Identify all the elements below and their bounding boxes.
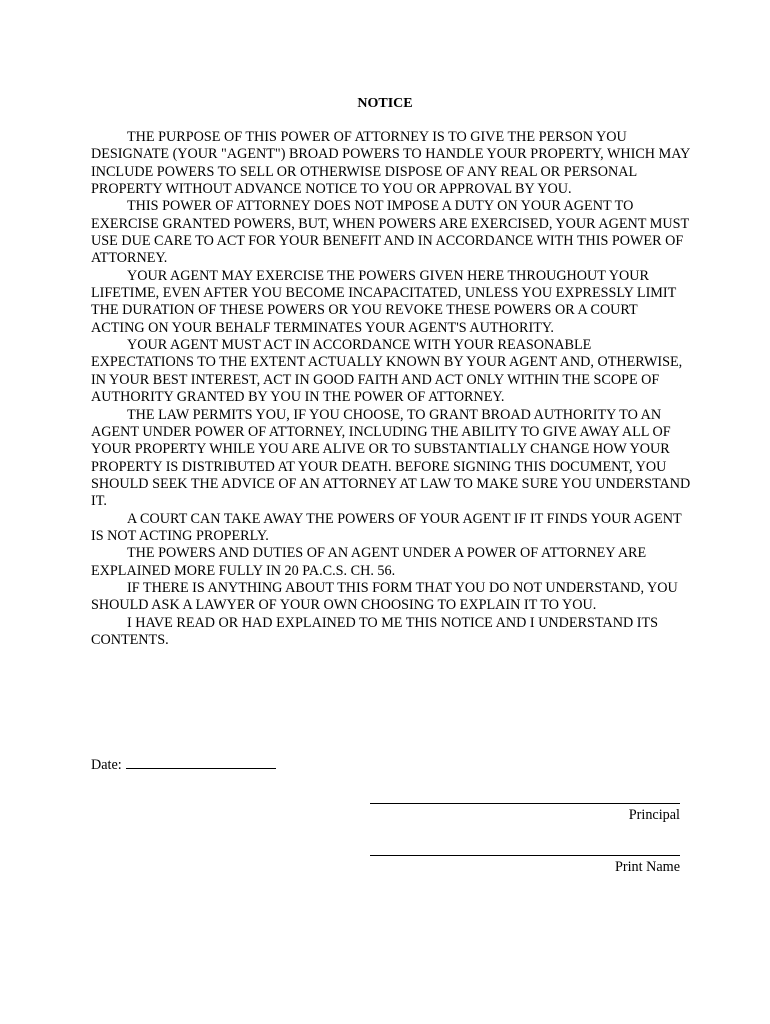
- notice-paragraph-2: THIS POWER OF ATTORNEY DOES NOT IMPOSE A DUTY ON YOUR AGENT TO EXERCISE GRANTED POWERS, BUT, WHEN POWERS ARE EXERCISED, YOUR AGENT MUST USE DUE CARE TO ACT FOR YOUR BENEFIT AND IN ACCORDANCE WITH THIS POWER OF ATTORNEY.: [91, 198, 689, 267]
- principal-signature-line[interactable]: [370, 803, 680, 804]
- date-label: Date:: [91, 757, 122, 773]
- notice-paragraph-6: A COURT CAN TAKE AWAY THE POWERS OF YOUR AGENT IF IT FINDS YOUR AGENT IS NOT ACTING PROPERLY.: [91, 510, 682, 544]
- print-name-label: Print Name: [614, 859, 680, 875]
- notice-paragraph-4: YOUR AGENT MUST ACT IN ACCORDANCE WITH YOUR REASONABLE EXPECTATIONS TO THE EXTENT ACTUALLY KNOWN BY YOUR AGENT AND, OTHERWISE, IN YOUR BEST INTEREST, ACT IN GOOD FAITH AND ACT ONLY WITHIN THE SCOPE OF AUTHORITY GRANTED BY YOU IN THE POWER OF ATTORNEY.: [91, 337, 683, 406]
- principal-label: Principal: [628, 807, 680, 823]
- print-name-line[interactable]: [370, 855, 680, 856]
- notice-paragraph-8: IF THERE IS ANYTHING ABOUT THIS FORM THAT YOU DO NOT UNDERSTAND, YOU SHOULD ASK A LAWYER OF YOUR OWN CHOOSING TO EXPLAIN IT TO YOU.: [91, 579, 678, 614]
- date-blank-line[interactable]: [126, 755, 276, 769]
- notice-body: [91, 129, 691, 649]
- notice-paragraph-1: THE PURPOSE OF THIS POWER OF ATTORNEY IS TO GIVE THE PERSON YOU DESIGNATE (YOUR "AGENT") BROAD POWERS TO HANDLE YOUR PROPERTY, WHICH MAY INCLUDE POWERS TO SELL OR OTHERWISE DISPOSE OF ANY REAL OR PERSONAL PROPERTY WITHOUT ADVANCE NOTICE TO YOU OR APPROVAL BY YOU.: [91, 129, 690, 198]
- page-title: NOTICE: [357, 96, 413, 111]
- date-field: [91, 755, 276, 774]
- notice-paragraph-5: THE LAW PERMITS YOU, IF YOU CHOOSE, TO GRANT BROAD AUTHORITY TO AN AGENT UNDER POWER OF ATTORNEY, INCLUDING THE ABILITY TO GIVE AWAY ALL OF YOUR PROPERTY WHILE YOU ARE ALIVE OR TO SUBSTANTIALLY CHANGE HOW YOUR PROPERTY IS DISTRIBUTED AT YOUR DEATH. BEFORE SIGNING THIS DOCUMENT, YOU SHOULD SEEK THE ADVICE OF AN ATTORNEY AT LAW TO MAKE SURE YOU UNDERSTAND IT.: [91, 406, 691, 510]
- notice-paragraph-9: I HAVE READ OR HAD EXPLAINED TO ME THIS NOTICE AND I UNDERSTAND ITS CONTENTS.: [91, 614, 659, 648]
- notice-paragraph-7: THE POWERS AND DUTIES OF AN AGENT UNDER A POWER OF ATTORNEY ARE EXPLAINED MORE FULLY IN 20 PA.C.S. CH. 56.: [91, 545, 647, 579]
- notice-paragraph-3: YOUR AGENT MAY EXERCISE THE POWERS GIVEN HERE THROUGHOUT YOUR LIFETIME, EVEN AFTER YOU BECOME INCAPACITATED, UNLESS YOU EXPRESSLY LIMIT THE DURATION OF THESE POWERS OR YOU REVOKE THESE POWERS OR A COURT ACTING ON YOUR BEHALF TERMINATES YOUR AGENT'S AUTHORITY.: [91, 267, 677, 336]
